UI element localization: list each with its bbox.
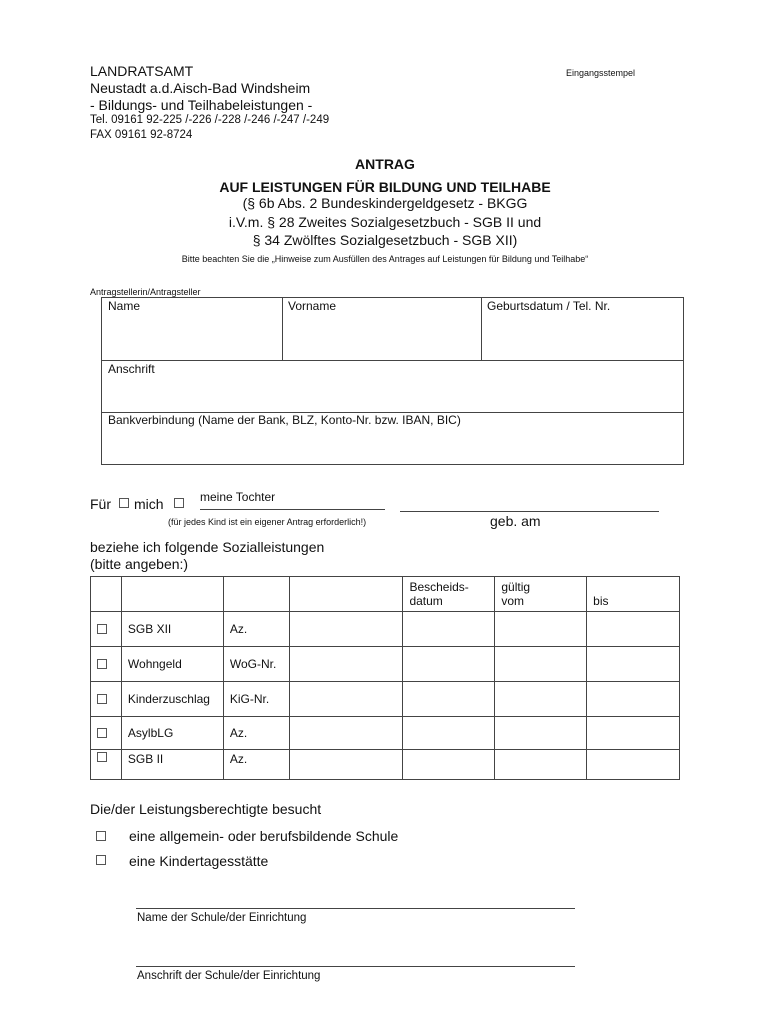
cell-blank[interactable] xyxy=(289,647,403,682)
valid-from-cell[interactable] xyxy=(495,612,587,647)
address-field-label[interactable]: Anschrift xyxy=(108,362,155,376)
born-label: geb. am xyxy=(490,513,541,529)
benefit-name: SGB II xyxy=(121,750,223,780)
benefits-heading: beziehe ich folgende Sozialleistungen xyxy=(90,539,325,555)
benefits-table xyxy=(90,576,680,780)
benefit-ref[interactable]: WoG-Nr. xyxy=(223,647,289,682)
legal-basis-2: i.V.m. § 28 Zweites Sozialgesetzbuch - SGB II und xyxy=(228,214,542,230)
cell-blank[interactable] xyxy=(289,682,403,717)
sgb-xii-checkbox[interactable] xyxy=(97,624,107,634)
sgb-ii-checkbox[interactable] xyxy=(97,752,107,762)
daycare-checkbox[interactable] xyxy=(96,855,106,865)
decision-date-cell[interactable] xyxy=(403,717,495,750)
benefit-name: SGB XII xyxy=(121,612,223,647)
valid-from-cell[interactable] xyxy=(495,682,587,717)
table-row xyxy=(91,717,680,750)
benefit-name: Kinderzuschlag xyxy=(121,682,223,717)
cell-blank[interactable] xyxy=(289,717,403,750)
wohngeld-checkbox[interactable] xyxy=(97,659,107,669)
mich-label: mich xyxy=(134,496,164,512)
divider xyxy=(481,297,482,361)
office-name: LANDRATSAMT xyxy=(90,63,194,79)
benefits-subheading: (bitte angeben:) xyxy=(90,556,189,572)
valid-until-header: bis xyxy=(587,577,680,612)
school-name-line[interactable] xyxy=(136,908,575,909)
child-name-line xyxy=(200,509,385,510)
school-option-label: eine allgemein- oder berufsbildende Schule xyxy=(129,828,399,844)
applicant-box xyxy=(101,297,684,465)
office-phone: Tel. 09161 92-225 /-226 /-228 /-246 /-247 /-249 xyxy=(90,114,330,126)
applicant-section-label: Antragstellerin/Antragsteller xyxy=(90,287,201,297)
valid-until-cell[interactable] xyxy=(587,682,680,717)
decision-date-header: Bescheids- datum xyxy=(403,577,495,612)
office-location: Neustadt a.d.Aisch-Bad Windsheim xyxy=(90,80,311,96)
attends-heading: Die/der Leistungsberechtigte besucht xyxy=(90,801,322,817)
benefit-ref[interactable]: Az. xyxy=(223,750,289,780)
cell-blank[interactable] xyxy=(289,750,403,780)
benefit-name: AsylbLG xyxy=(121,717,223,750)
table-header-row xyxy=(91,577,680,612)
benefit-ref[interactable]: KiG-Nr. xyxy=(223,682,289,717)
bank-field-label[interactable]: Bankverbindung (Name der Bank, BLZ, Konto-Nr. bzw. IBAN, BIC) xyxy=(108,413,461,427)
asylblg-checkbox[interactable] xyxy=(97,728,107,738)
divider xyxy=(101,360,684,361)
valid-until-cell[interactable] xyxy=(587,750,680,780)
valid-from-cell[interactable] xyxy=(495,647,587,682)
school-checkbox[interactable] xyxy=(96,831,106,841)
school-address-label: Anschrift der Schule/der Einrichtung xyxy=(137,970,321,982)
benefit-name: Wohngeld xyxy=(121,647,223,682)
table-row xyxy=(91,750,680,780)
decision-date-cell[interactable] xyxy=(403,682,495,717)
decision-date-cell[interactable] xyxy=(403,750,495,780)
firstname-field-label[interactable]: Vorname xyxy=(288,299,337,313)
instructions-note: Bitte beachten Sie die „Hinweise zum Ausfüllen des Antrages auf Leistungen für Bildung und Teilhabe“ xyxy=(181,254,589,264)
office-department: - Bildungs- und Teilhabeleistungen - xyxy=(90,97,313,113)
office-fax: FAX 09161 92-8724 xyxy=(90,129,193,141)
decision-date-cell[interactable] xyxy=(403,612,495,647)
child-checkbox[interactable] xyxy=(119,498,129,508)
legal-basis-1: (§ 6b Abs. 2 Bundeskindergeldgesetz - BKGG xyxy=(242,195,528,211)
valid-from-header: gültig vom xyxy=(495,577,587,612)
stamp-label: Eingangsstempel xyxy=(566,68,636,78)
decision-date-cell[interactable] xyxy=(403,647,495,682)
valid-until-cell[interactable] xyxy=(587,647,680,682)
benefit-ref[interactable]: Az. xyxy=(223,612,289,647)
valid-from-cell[interactable] xyxy=(495,750,587,780)
cell-blank[interactable] xyxy=(289,612,403,647)
daycare-option-label: eine Kindertagesstätte xyxy=(129,853,269,869)
form-title: ANTRAG xyxy=(355,156,415,172)
valid-until-cell[interactable] xyxy=(587,717,680,750)
name-field-label[interactable]: Name xyxy=(108,299,141,313)
child-name-value[interactable]: meine Tochter xyxy=(200,490,276,504)
table-row xyxy=(91,647,680,682)
birthdate-line[interactable] xyxy=(400,511,659,512)
benefit-ref[interactable]: Az. xyxy=(223,717,289,750)
birthdate-phone-field-label[interactable]: Geburtsdatum / Tel. Nr. xyxy=(487,299,611,313)
legal-basis-3: § 34 Zwölftes Sozialgesetzbuch - SGB XII) xyxy=(252,232,518,248)
divider xyxy=(282,297,283,361)
self-checkbox[interactable] xyxy=(174,498,184,508)
school-address-line[interactable] xyxy=(136,966,575,967)
fuer-label: Für xyxy=(90,496,111,512)
form-subtitle: AUF LEISTUNGEN FÜR BILDUNG UND TEILHABE xyxy=(219,179,551,195)
table-row xyxy=(91,612,680,647)
school-name-label: Name der Schule/der Einrichtung xyxy=(137,912,307,924)
valid-until-cell[interactable] xyxy=(587,612,680,647)
table-row xyxy=(91,682,680,717)
valid-from-cell[interactable] xyxy=(495,717,587,750)
kinderzuschlag-checkbox[interactable] xyxy=(97,694,107,704)
separate-application-note: (für jedes Kind ist ein eigener Antrag erforderlich!) xyxy=(168,517,367,527)
